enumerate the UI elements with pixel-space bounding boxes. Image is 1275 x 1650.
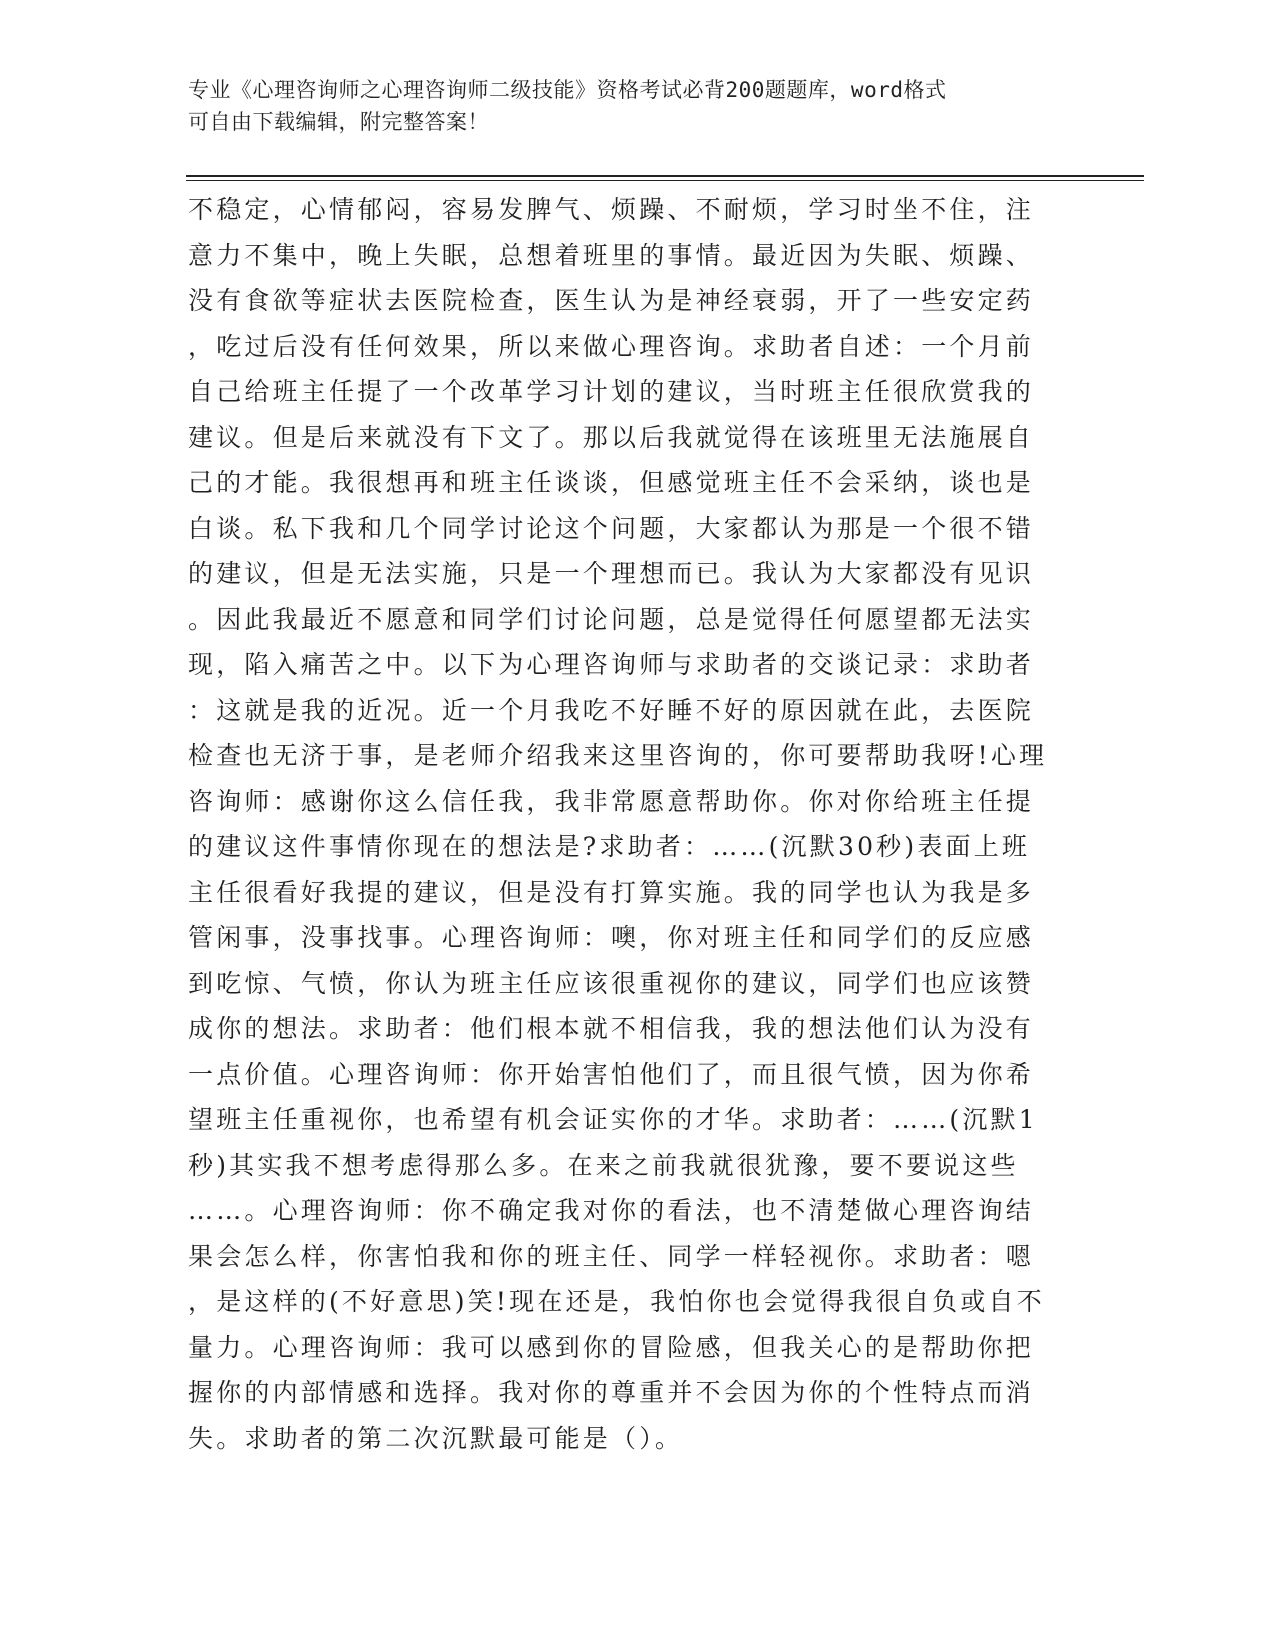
body-line: 没有食欲等症状去医院检查，医生认为是神经衰弱，开了一些安定药	[188, 286, 1035, 315]
header-divider-thin	[186, 180, 1144, 181]
page-header	[188, 74, 1068, 138]
body-line: 管闲事，没事找事。心理咨询师：噢，你对班主任和同学们的反应感	[188, 923, 1035, 952]
body-line: 主任很看好我提的建议，但是没有打算实施。我的同学也认为我是多	[188, 877, 1035, 907]
body-line: 建议。但是后来就没有下文了。那以后我就觉得在该班里无法施展自	[188, 422, 1035, 452]
body-line: 握你的内部情感和选择。我对你的尊重并不会因为你的个性特点而消	[188, 1378, 1035, 1407]
body-line: 量力。心理咨询师：我可以感到你的冒险感，但我关心的是帮助你把	[188, 1332, 1035, 1362]
body-line: 望班主任重视你，也希望有机会证实你的才华。求助者：……(沉默1	[188, 1105, 1038, 1134]
body-line: 现，陷入痛苦之中。以下为心理咨询师与求助者的交谈记录：求助者	[188, 650, 1035, 679]
body-line: 意力不集中，晚上失眠，总想着班里的事情。最近因为失眠、烦躁、	[188, 240, 1035, 270]
body-line: ，是这样的(不好意思)笑!现在还是，我怕你也会觉得我很自负或自不	[188, 1287, 1045, 1316]
body-line: 到吃惊、气愤，你认为班主任应该很重视你的建议，同学们也应该赞	[188, 968, 1035, 998]
body-line: 一点价值。心理咨询师：你开始害怕他们了，而且很气愤，因为你希	[188, 1059, 1035, 1089]
body-line: ……。心理咨询师：你不确定我对你的看法，也不清楚做心理咨询结	[188, 1196, 1035, 1225]
body-line: 。因此我最近不愿意和同学们讨论问题，总是觉得任何愿望都无法实	[188, 604, 1035, 634]
body-line: 白谈。私下我和几个同学讨论这个问题，大家都认为那是一个很不错	[188, 513, 1035, 543]
body-line: 果会怎么样，你害怕我和你的班主任、同学一样轻视你。求助者：嗯	[188, 1241, 1035, 1271]
body-line: 己的才能。我很想再和班主任谈谈，但感觉班主任不会采纳，谈也是	[188, 468, 1035, 497]
body-line: 不稳定，心情郁闷，容易发脾气、烦躁、不耐烦，学习时坐不住，注	[188, 195, 1035, 224]
body-line: 成你的想法。求助者：他们根本就不相信我，我的想法他们认为没有	[188, 1014, 1035, 1043]
body-line: 自己给班主任提了一个改革学习计划的建议，当时班主任很欣赏我的	[188, 377, 1035, 406]
body-line: 检查也无济于事，是老师介绍我来这里咨询的，你可要帮助我呀!心理	[188, 741, 1048, 770]
body-line: ，吃过后没有任何效果，所以来做心理咨询。求助者自述：一个月前	[188, 331, 1035, 361]
body-line: 的建议这件事情你现在的想法是?求助者：……(沉默30秒)表面上班	[188, 832, 1031, 861]
header-divider-thick	[186, 175, 1144, 177]
body-line: 秒)其实我不想考虑得那么多。在来之前我就很犹豫，要不要说这些	[188, 1150, 1019, 1180]
body-line: ：这就是我的近况。近一个月我吃不好睡不好的原因就在此，去医院	[188, 695, 1035, 725]
question-body	[188, 187, 1068, 1461]
body-line: 的建议，但是无法实施，只是一个理想而已。我认为大家都没有见识	[188, 559, 1035, 588]
body-line: 咨询师：感谢你这么信任我，我非常愿意帮助你。你对你给班主任提	[188, 786, 1035, 816]
header-line-1: 专业《心理咨询师之心理咨询师二级技能》资格考试必背200题题库，word格式	[188, 78, 947, 102]
header-line-2: 可自由下载编辑，附完整答案！	[188, 110, 489, 134]
body-line: 失。求助者的第二次沉默最可能是（）。	[188, 1423, 684, 1453]
